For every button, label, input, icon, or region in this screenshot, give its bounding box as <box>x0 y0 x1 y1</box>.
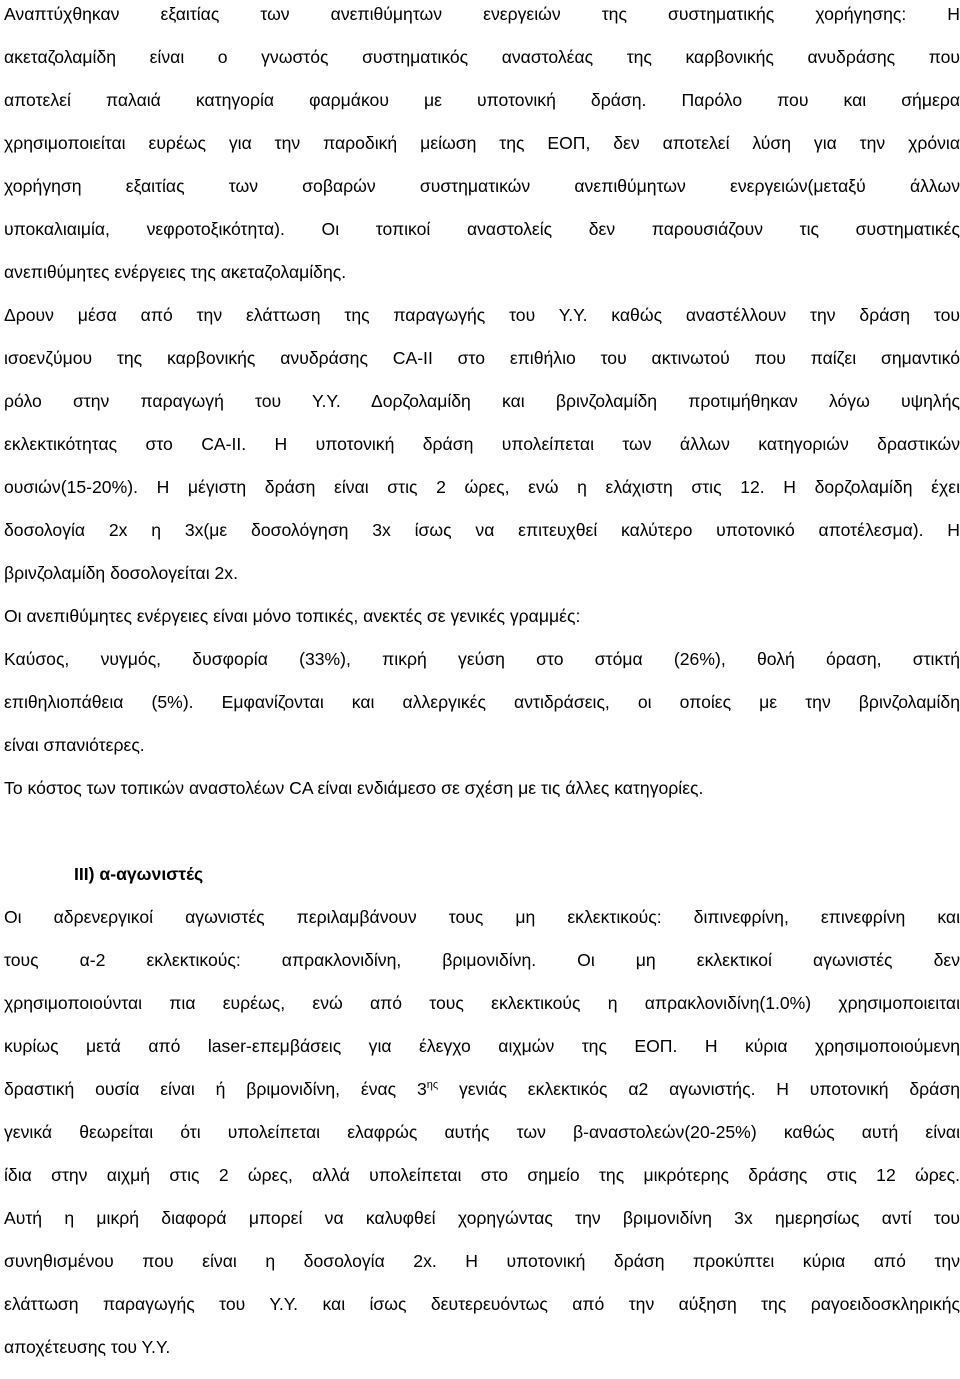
superscript: ης <box>426 1079 439 1091</box>
text-line: συνηθισμένου που είναι η δοσολογία 2x. Η υποτονική δράση προκύπτει κύρια από την <box>4 1251 960 1271</box>
paragraph-local-side-effects-list <box>4 638 960 767</box>
text-line: ανεπιθύμητες ενέργειες της ακεταζολαμίδης. <box>4 262 347 282</box>
text-line: Καύσος, νυγμός, δυσφορία (33%), πικρή γεύση στο στόμα (26%), θολή όραση, στικτή <box>4 649 960 669</box>
text-line: εκλεκτικότητας στο CA-II. Η υποτονική δράση υπολείπεται των άλλων κατηγοριών δραστικών <box>4 434 960 454</box>
paragraph-local-side-effects-intro <box>4 595 960 638</box>
text-line: Αναπτύχθηκαν εξαιτίας των ανεπιθύμητων ενεργειών της συστηματικής χορήγησης: Η <box>4 4 960 24</box>
text-line: Αυτή η μικρή διαφορά μπορεί να καλυφθεί χορηγώντας την βριμονιδίνη 3x ημερησίως αντί του <box>4 1208 960 1228</box>
text-line: βρινζολαμίδη δοσολογείται 2x. <box>4 563 238 583</box>
paragraph-mechanism <box>4 294 960 595</box>
paragraph-alpha-agonists <box>4 896 960 1369</box>
text-line: κυρίως μετά από laser-επεμβάσεις για έλεγχο αιχμών της ΕΟΠ. Η κύρια χρησιμοποιούμενη <box>4 1036 960 1056</box>
text-line: Οι αδρενεργικοί αγωνιστές περιλαμβάνουν τους μη εκλεκτικούς: διπινεφρίνη, επινεφρίνη και <box>4 907 960 927</box>
text-line: ουσιών(15-20%). Η μέγιστη δράση είναι στις 2 ώρες, ενώ η ελάχιστη στις 12. Η δορζολαμίδη έχει <box>4 477 960 497</box>
text-line: χρησιμοποιούνται πια ευρέως, ενώ από τους εκλεκτικούς η απρακλονιδίνη(1.0%) χρησιμοποιειται <box>4 993 960 1013</box>
text-line: αποτελεί παλαιά κατηγορία φαρμάκου με υποτονική δράση. Παρόλο που και σήμερα <box>4 90 960 110</box>
text-line: αποχέτευσης του Υ.Υ. <box>4 1337 171 1357</box>
text-line: γενικά θεωρείται ότι υπολείπεται ελαφρώς αυτής των β-αναστολεών(20-25%) καθώς αυτή είναι <box>4 1122 960 1142</box>
text-segment: γενιάς εκλεκτικός α2 αγωνιστής. Η υποτονική δράση <box>438 1079 960 1099</box>
text-line-with-superscript <box>4 1068 960 1111</box>
text-line: ελάττωση παραγωγής του Υ.Υ. και ίσως δευτερευόντως από την αύξηση της ραγοειδοσκληρικής <box>4 1294 960 1314</box>
text-line: δοσολογία 2x η 3x(με δοσολόγηση 3x ίσως να επιτευχθεί καλύτερο υποτονικό αποτέλεσμα). Η <box>4 520 960 540</box>
section-heading: III) α-αγωνιστές <box>74 864 204 884</box>
text-line: υποκαλιαιμία, νεφροτοξικότητα). Οι τοπικοί αναστολείς δεν παρουσιάζουν τις συστηματικές <box>4 219 960 239</box>
text-line: Δρουν μέσα από την ελάττωση της παραγωγής του Υ.Υ. καθώς αναστέλλουν την δράση του <box>4 305 960 325</box>
text-line: Οι ανεπιθύμητες ενέργειες είναι μόνο τοπικές, ανεκτές σε γενικές γραμμές: <box>4 606 581 626</box>
text-line: χρησιμοποιείται ευρέως για την παροδική μείωση της ΕΟΠ, δεν αποτελεί λύση για την χρόνια <box>4 133 960 153</box>
text-line: είναι σπανιότερες. <box>4 735 145 755</box>
text-line: επιθηλιοπάθεια (5%). Εμφανίζονται και αλλεργικές αντιδράσεις, οι οποίες με την βρινζολαμίδη <box>4 692 960 712</box>
text-line: ισοενζύμου της καρβονικής ανυδράσης CA-II στο επιθήλιο του ακτινωτού που παίζει σημαντικό <box>4 348 960 368</box>
blank-line <box>4 810 960 853</box>
paragraph-cost <box>4 767 960 810</box>
text-line: ρόλο στην παραγωγή του Υ.Υ. Δορζολαμίδη και βρινζολαμίδη προτιμήθηκαν λόγω υψηλής <box>4 391 960 411</box>
text-line: τους α-2 εκλεκτικούς: απρακλονιδίνη, βριμονιδίνη. Οι μη εκλεκτικοί αγωνιστές δεν <box>4 950 960 970</box>
text-line: χορήγηση εξαιτίας των σοβαρών συστηματικών ανεπιθύμητων ενεργειών(μεταξύ άλλων <box>4 176 960 196</box>
paragraph-systemic-side-effects <box>4 0 960 294</box>
text-segment: δραστική ουσία είναι ή βριμονιδίνη, ένας 3 <box>4 1079 427 1099</box>
text-line: Το κόστος των τοπικών αναστολέων CA είναι ενδιάμεσο σε σχέση με τις άλλες κατηγορίες. <box>4 778 704 798</box>
text-line: ίδια στην αιχμή στις 2 ώρες, αλλά υπολείπεται στο σημείο της μικρότερης δράσης στις 12 ώρες. <box>4 1165 960 1185</box>
text-line: ακεταζολαμίδη είναι ο γνωστός συστηματικός αναστολέας της καρβονικής ανυδράσης που <box>4 47 960 67</box>
